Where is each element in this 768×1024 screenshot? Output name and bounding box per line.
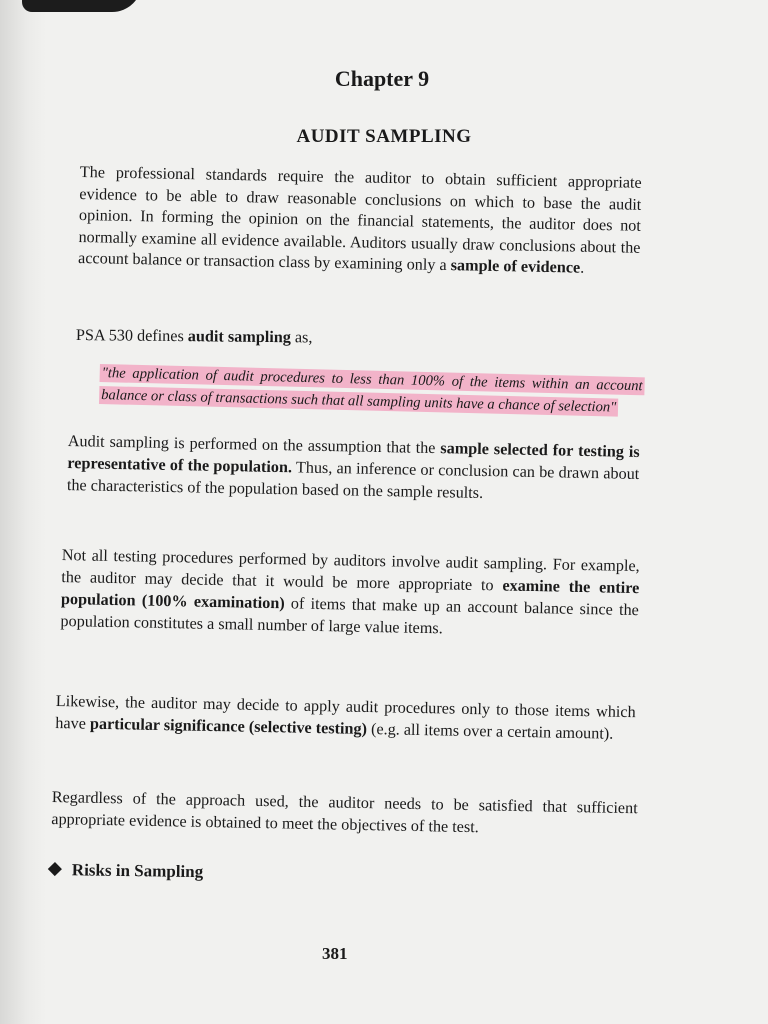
paragraph-1-text: The professional standards require the auditor to obtain sufficient appropriate evidence to be able to draw reasonable conclusions on which to base the audit opinion. In forming the opinion on the financial statements, the auditor does not normally examine all evidence available. Auditors usually draw conclusions about the account balance or transaction class by examining only a <box>77 162 642 275</box>
paragraph-6-text: Regardless of the approach used, the auditor needs to be satisfied that sufficient appropriate evidence is obtained to meet the objectives of the test. <box>51 787 638 837</box>
paragraph-1 <box>78 162 642 280</box>
paragraph-4-end: of items that make up an account balance since the population constitutes a small number of large value items. <box>60 594 639 638</box>
paragraph-5 <box>55 690 636 745</box>
paragraph-3-text: Audit sampling is performed on the assumption that the <box>67 431 441 458</box>
paragraph-5-text: Likewise, the auditor may decide to apply audit procedures only to those items which have <box>55 691 636 733</box>
section-heading <box>50 860 204 882</box>
paragraph-2-end: as, <box>290 328 313 347</box>
chapter-title-text: Chapter 9 <box>334 66 430 91</box>
paragraph-5-end: (e.g. all items over a certain amount). <box>366 719 614 743</box>
paragraph-4-bold: examine the entire population (100% examination) <box>60 576 640 613</box>
page-number: 381 <box>322 944 348 963</box>
highlight-text: "the application of audit procedures to less than 100% of the items within an account balance or class of transactions such that all sampling units have a chance of selection" <box>99 364 645 417</box>
section-heading-text: Risks in Sampling <box>71 860 204 882</box>
paragraph-4 <box>60 544 640 643</box>
paragraph-3-bold: sample selected for testing is representative of the population. <box>67 439 640 477</box>
chapter-title <box>0 66 768 92</box>
diamond-bullet-icon <box>48 862 62 876</box>
page-corner-shadow <box>22 0 142 12</box>
paragraph-2 <box>76 325 313 349</box>
chapter-heading: AUDIT SAMPLING <box>296 126 472 147</box>
paragraph-2-text: PSA 530 defines <box>75 325 188 346</box>
paragraph-3 <box>67 430 640 507</box>
paragraph-3-end: Thus, an inference or conclusion can be drawn about the characteristics of the population based on the sample results. <box>66 458 640 502</box>
paragraph-4-text: Not all testing procedures performed by auditors involve audit sampling. For example, the auditor may decide that it would be more appropriate to <box>61 545 640 595</box>
page-binding-shadow <box>0 0 46 1024</box>
paragraph-1-end: . <box>580 258 585 277</box>
paragraph-5-bold: particular significance (selective testing) <box>89 714 368 738</box>
paragraph-2-bold: audit sampling <box>187 327 291 347</box>
paragraph-1-bold: sample of evidence <box>450 256 581 277</box>
highlighted-definition-quote <box>99 362 645 419</box>
paragraph-6 <box>51 786 638 841</box>
